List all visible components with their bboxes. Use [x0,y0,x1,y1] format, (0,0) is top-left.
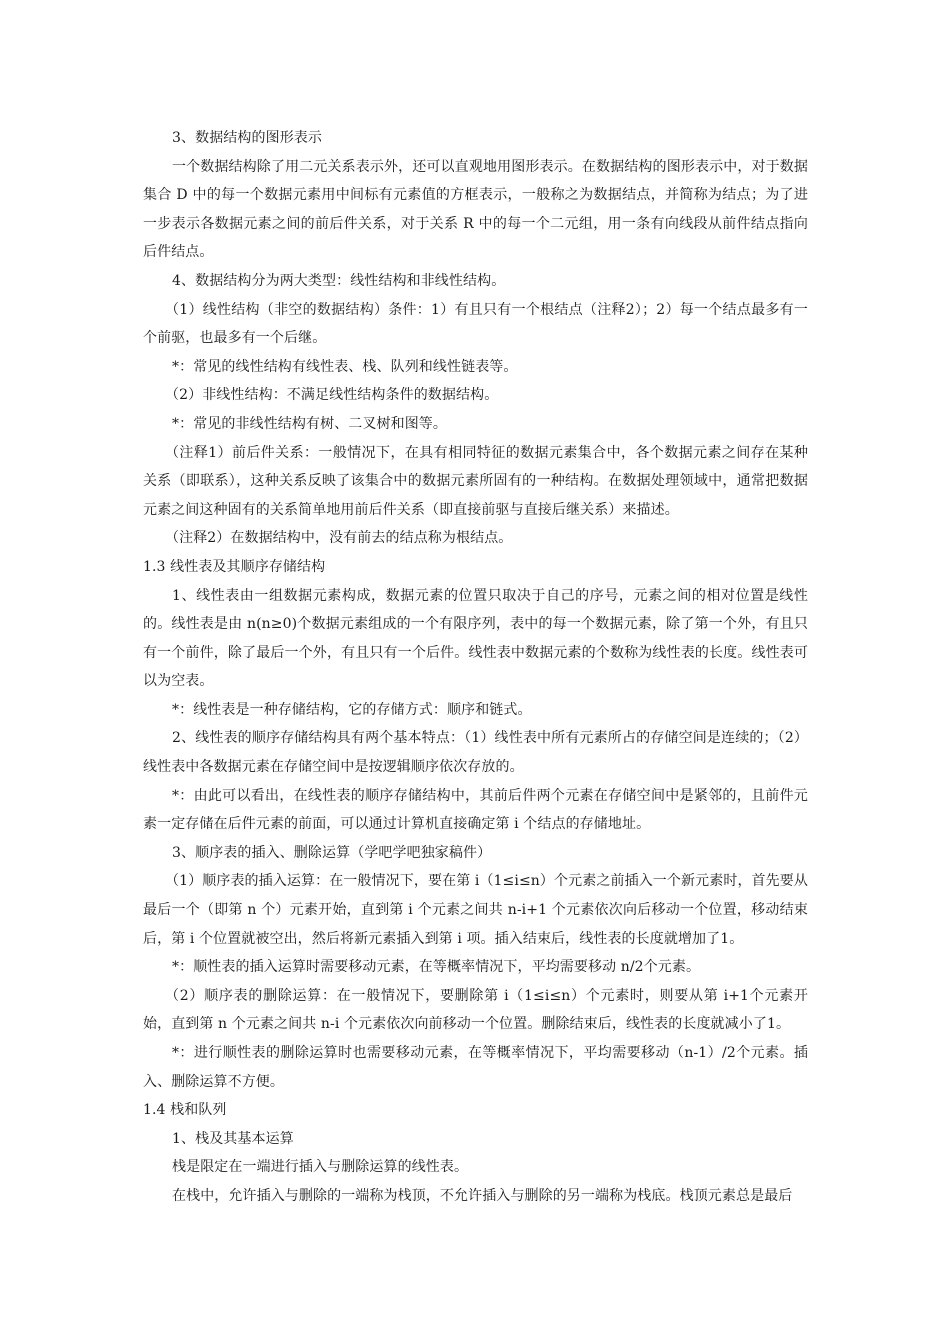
paragraph: 3、顺序表的插入、删除运算（学吧学吧独家稿件） [172,844,492,861]
paragraph: （2）顺序表的删除运算：在一般情况下，要删除第 i（1≤i≤n）个元素时，则要从第 i+1个元素开始，直到第 n 个元素之间共 n-i 个元素依次向前移动一个位置。删除结束后，线性表的长度就减小了1。 [143,987,808,1033]
paragraph: *：常见的非线性结构有树、二叉树和图等。 [172,415,447,432]
paragraph: *：进行顺性表的删除运算时也需要移动元素，在等概率情况下，平均需要移动（n-1）/2个元素。插入、删除运算不方便。 [143,1045,808,1090]
section-heading: 1.4 栈和队列 [143,1102,227,1119]
paragraph: 在栈中，允许插入与删除的一端称为栈顶，不允许插入与删除的另一端称为栈底。栈顶元素总是最后 [172,1187,793,1204]
paragraph: 栈是限定在一端进行插入与删除运算的线性表。 [172,1159,469,1176]
paragraph: 一个数据结构除了用二元关系表示外，还可以直观地用图形表示。在数据结构的图形表示中，对于数据集合 D 中的每一个数据元素用中间标有元素值的方框表示，一般称之为数据结点，并简称为结点；为了进一步表示各数据元素之间的前后件关系，对于关系 R 中的每一个二元组，用一条有向线段从前件结点指向后件结点。 [143,158,808,261]
section-heading: 1.3 线性表及其顺序存储结构 [143,558,326,575]
paragraph: 1、栈及其基本运算 [172,1130,294,1147]
paragraph: （1）线性结构（非空的数据结构）条件：1）有且只有一个根结点（注释2）；2）每一个结点最多有一个前驱，也最多有一个后继。 [143,301,808,347]
document-page [143,124,808,1211]
paragraph: *：顺性表的插入运算时需要移动元素，在等概率情况下，平均需要移动 n/2个元素。 [172,959,701,976]
paragraph: （注释2）在数据结构中，没有前去的结点称为根结点。 [165,530,513,547]
paragraph: 1、线性表由一组数据元素构成，数据元素的位置只取决于自己的序号，元素之间的相对位置是线性的。线性表是由 n(n≥0)个数据元素组成的一个有限序列，表中的每一个数据元素，除了第一个外，有且只有一个前件，除了最后一个外，有且只有一个后件。线性表中数据元素的个数称为线性表的长度。线性表可以为空表。 [143,587,808,690]
paragraph: 4、数据结构分为两大类型：线性结构和非线性结构。 [172,272,506,289]
paragraph: 2、线性表的顺序存储结构具有两个基本特点：（1）线性表中所有元素所占的存储空间是连续的；（2）线性表中各数据元素在存储空间中是按逻辑顺序依次存放的。 [143,730,808,776]
paragraph: *：线性表是一种存储结构，它的存储方式：顺序和链式。 [172,701,532,718]
paragraph: *：常见的线性结构有线性表、栈、队列和线性链表等。 [172,358,518,375]
paragraph: （2）非线性结构：不满足线性结构条件的数据结构。 [165,387,499,404]
paragraph: （注释1）前后件关系：一般情况下，在具有相同特征的数据元素集合中，各个数据元素之间存在某种关系（即联系），这种关系反映了该集合中的数据元素所固有的一种结构。在数据处理领域中，通常把数据元素之间这种固有的关系简单地用前后件关系（即直接前驱与直接后继关系）来描述。 [143,444,808,518]
paragraph: （1）顺序表的插入运算：在一般情况下，要在第 i（1≤i≤n）个元素之前插入一个新元素时，首先要从最后一个（即第 n 个）元素开始，直到第 i 个元素之间共 n-i+1 个元素依次向后移动一个位置，移动结束后，第 i 个位置就被空出，然后将新元素插入到第 i 项。插入结束后，线性表的长度就增加了1。 [143,873,808,947]
paragraph: *：由此可以看出，在线性表的顺序存储结构中，其前后件两个元素在存储空间中是紧邻的，且前件元素一定存储在后件元素的前面，可以通过计算机直接确定第 i 个结点的存储地址。 [143,787,808,833]
paragraph: 3、数据结构的图形表示 [172,130,323,146]
